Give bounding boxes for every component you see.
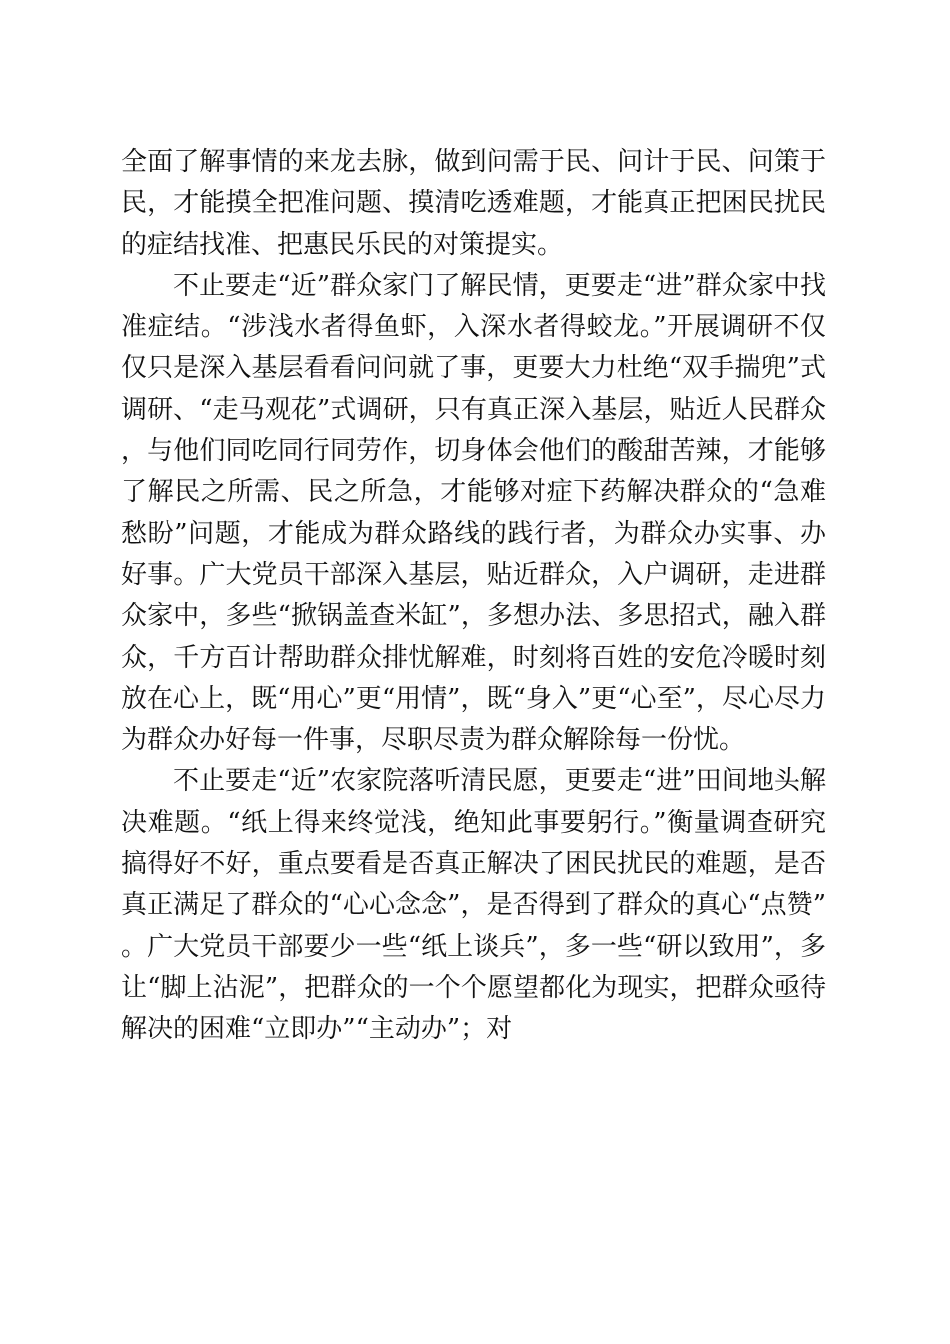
body-text [121, 142, 826, 1051]
paragraph-visit-fields: 不止要走“近”农家院落听清民愿，更要走“进”田间地头解决难题。“纸上得来终觉浅，绝知此事要躬行。”衡量调查研究搞得好不好，重点要看是否真正解决了困民扰民的难题，是否真正满足了群众的“心心念念”，是否得到了群众的真心“点赞”。广大党员干部要少一些“纸上谈兵”，多一些“研以致用”，多让“脚上沾泥”，把群众的一个个愿望都化为现实，把群众亟待解决的困难“立即办”“主动办”；对 [121, 766, 826, 1045]
paragraph-continuation: 全面了解事情的来龙去脉，做到问需于民、问计于民、问策于民，才能摸全把准问题、摸清吃透难题，才能真正把困民扰民的症结找准、把惠民乐民的对策提实。 [121, 147, 826, 260]
paragraph-visit-homes: 不止要走“近”群众家门了解民情，更要走“进”群众家中找准症结。“涉浅水者得鱼虾，入深水者得蛟龙。”开展调研不仅仅只是深入基层看看问问就了事，更要大力杜绝“双手揣兜”式调研、“走马观花”式调研，只有真正深入基层，贴近人民群众，与他们同吃同行同劳作，切身体会他们的酸甜苦辣，才能够了解民之所需、民之所急，才能够对症下药解决群众的“急难愁盼”问题，才能成为群众路线的践行者，为群众办实事、办好事。广大党员干部深入基层，贴近群众，入户调研，走进群众家中，多些“掀锅盖查米缸”，多想办法、多思招式，融入群众，千方百计帮助群众排忧解难，时刻将百姓的安危冷暖时刻放在心上，既“用心”更“用情”，既“身入”更“心至”，尽心尽力为群众办好每一件事，尽职尽责为群众解除每一份忧。 [121, 270, 826, 756]
